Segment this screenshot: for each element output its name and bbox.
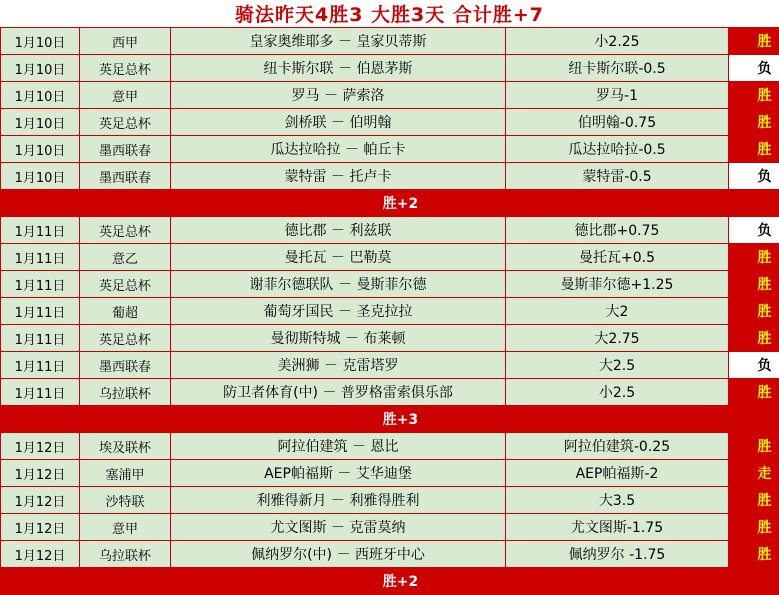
cell-result: 胜 — [729, 298, 779, 325]
table-row — [1, 271, 779, 298]
cell-result: 负 — [729, 217, 779, 244]
cell-league: 英足总杯 — [80, 55, 171, 82]
summary-row — [1, 568, 779, 595]
cell-pick: 纽卡斯尔联-0.5 — [506, 55, 729, 82]
cell-result: 负 — [729, 352, 779, 379]
table-row — [1, 244, 779, 271]
cell-league: 墨西联春 — [80, 163, 171, 190]
summary-row — [1, 190, 779, 217]
cell-date: 1月11日 — [1, 244, 80, 271]
cell-pick: 蒙特雷-0.5 — [506, 163, 729, 190]
cell-league: 埃及联杯 — [80, 433, 171, 460]
cell-match: 蒙特雷 － 托卢卡 — [171, 163, 506, 190]
cell-date: 1月11日 — [1, 325, 80, 352]
cell-result: 负 — [729, 55, 779, 82]
cell-match: 德比郡 － 利兹联 — [171, 217, 506, 244]
cell-date: 1月12日 — [1, 433, 80, 460]
cell-pick: 曼斯菲尔德+1.25 — [506, 271, 729, 298]
cell-league: 乌拉联杯 — [80, 541, 171, 568]
cell-result: 胜 — [729, 325, 779, 352]
summary-row — [1, 406, 779, 433]
predictions-table — [0, 27, 779, 595]
cell-match: 剑桥联 － 伯明翰 — [171, 109, 506, 136]
cell-pick: 罗马-1 — [506, 82, 729, 109]
cell-match: 防卫者体育(中) － 普罗格雷索俱乐部 — [171, 379, 506, 406]
cell-date: 1月10日 — [1, 28, 80, 55]
cell-league: 乌拉联杯 — [80, 379, 171, 406]
cell-result: 胜 — [729, 379, 779, 406]
cell-date: 1月12日 — [1, 487, 80, 514]
table-row — [1, 460, 779, 487]
cell-pick: 小2.5 — [506, 379, 729, 406]
cell-league: 葡超 — [80, 298, 171, 325]
summary-label: 胜+2 — [1, 568, 779, 595]
table-row — [1, 541, 779, 568]
cell-result: 胜 — [729, 514, 779, 541]
cell-league: 英足总杯 — [80, 217, 171, 244]
cell-result: 胜 — [729, 28, 779, 55]
cell-result: 负 — [729, 163, 779, 190]
table-row — [1, 109, 779, 136]
cell-result: 胜 — [729, 487, 779, 514]
cell-match: 佩纳罗尔(中) － 西班牙中心 — [171, 541, 506, 568]
cell-result: 胜 — [729, 433, 779, 460]
cell-date: 1月11日 — [1, 352, 80, 379]
cell-date: 1月11日 — [1, 298, 80, 325]
cell-match: AEP帕福斯 － 艾华迪堡 — [171, 460, 506, 487]
cell-league: 意甲 — [80, 514, 171, 541]
cell-match: 尤文图斯 － 克雷莫纳 — [171, 514, 506, 541]
cell-match: 曼彻斯特城 － 布莱顿 — [171, 325, 506, 352]
cell-date: 1月10日 — [1, 109, 80, 136]
cell-pick: 大2.75 — [506, 325, 729, 352]
table-row — [1, 325, 779, 352]
cell-league: 意甲 — [80, 82, 171, 109]
cell-pick: 伯明翰-0.75 — [506, 109, 729, 136]
cell-date: 1月10日 — [1, 163, 80, 190]
cell-league: 墨西联春 — [80, 352, 171, 379]
cell-league: 意乙 — [80, 244, 171, 271]
cell-result: 胜 — [729, 244, 779, 271]
cell-pick: 小2.25 — [506, 28, 729, 55]
cell-match: 曼托瓦 － 巴勒莫 — [171, 244, 506, 271]
cell-league: 沙特联 — [80, 487, 171, 514]
cell-result: 胜 — [729, 271, 779, 298]
cell-match: 纽卡斯尔联 － 伯恩茅斯 — [171, 55, 506, 82]
cell-date: 1月10日 — [1, 55, 80, 82]
cell-pick: 阿拉伯建筑-0.25 — [506, 433, 729, 460]
cell-match: 瓜达拉哈拉 － 帕丘卡 — [171, 136, 506, 163]
cell-pick: 大2.5 — [506, 352, 729, 379]
cell-league: 墨西联春 — [80, 136, 171, 163]
table-row — [1, 217, 779, 244]
cell-match: 皇家奥维耶多 － 皇家贝蒂斯 — [171, 28, 506, 55]
cell-result: 胜 — [729, 541, 779, 568]
cell-match: 美洲狮 － 克雷塔罗 — [171, 352, 506, 379]
cell-pick: 德比郡+0.75 — [506, 217, 729, 244]
cell-pick: 瓜达拉哈拉-0.5 — [506, 136, 729, 163]
cell-match: 阿拉伯建筑 － 恩比 — [171, 433, 506, 460]
cell-result: 走 — [729, 460, 779, 487]
table-row — [1, 163, 779, 190]
table-row — [1, 55, 779, 82]
cell-pick: 大3.5 — [506, 487, 729, 514]
table-row — [1, 514, 779, 541]
cell-pick: 佩纳罗尔 -1.75 — [506, 541, 729, 568]
table-row — [1, 433, 779, 460]
cell-pick: 曼托瓦+0.5 — [506, 244, 729, 271]
cell-date: 1月12日 — [1, 460, 80, 487]
cell-match: 葡萄牙国民 － 圣克拉拉 — [171, 298, 506, 325]
summary-label: 胜+2 — [1, 190, 779, 217]
cell-pick: 大2 — [506, 298, 729, 325]
cell-result: 胜 — [729, 109, 779, 136]
cell-date: 1月12日 — [1, 514, 80, 541]
table-row — [1, 28, 779, 55]
table-row — [1, 487, 779, 514]
cell-date: 1月11日 — [1, 379, 80, 406]
cell-date: 1月12日 — [1, 541, 80, 568]
page-title — [0, 0, 779, 27]
cell-date: 1月10日 — [1, 136, 80, 163]
cell-date: 1月10日 — [1, 82, 80, 109]
cell-league: 塞浦甲 — [80, 460, 171, 487]
cell-result: 胜 — [729, 82, 779, 109]
cell-league: 英足总杯 — [80, 325, 171, 352]
cell-league: 英足总杯 — [80, 271, 171, 298]
table-row — [1, 136, 779, 163]
table-row — [1, 379, 779, 406]
table-row — [1, 352, 779, 379]
cell-match: 罗马 － 萨索洛 — [171, 82, 506, 109]
table-row — [1, 82, 779, 109]
cell-pick: 尤文图斯-1.75 — [506, 514, 729, 541]
cell-result: 胜 — [729, 136, 779, 163]
cell-match: 利雅得新月 － 利雅得胜利 — [171, 487, 506, 514]
cell-match: 谢菲尔德联队 － 曼斯菲尔德 — [171, 271, 506, 298]
cell-date: 1月11日 — [1, 271, 80, 298]
cell-date: 1月11日 — [1, 217, 80, 244]
cell-league: 英足总杯 — [80, 109, 171, 136]
summary-label: 胜+3 — [1, 406, 779, 433]
cell-pick: AEP帕福斯-2 — [506, 460, 729, 487]
page-title-text: 骑法昨天4胜3 大胜3天 合计胜+7 — [235, 0, 544, 27]
cell-league: 西甲 — [80, 28, 171, 55]
table-row — [1, 298, 779, 325]
